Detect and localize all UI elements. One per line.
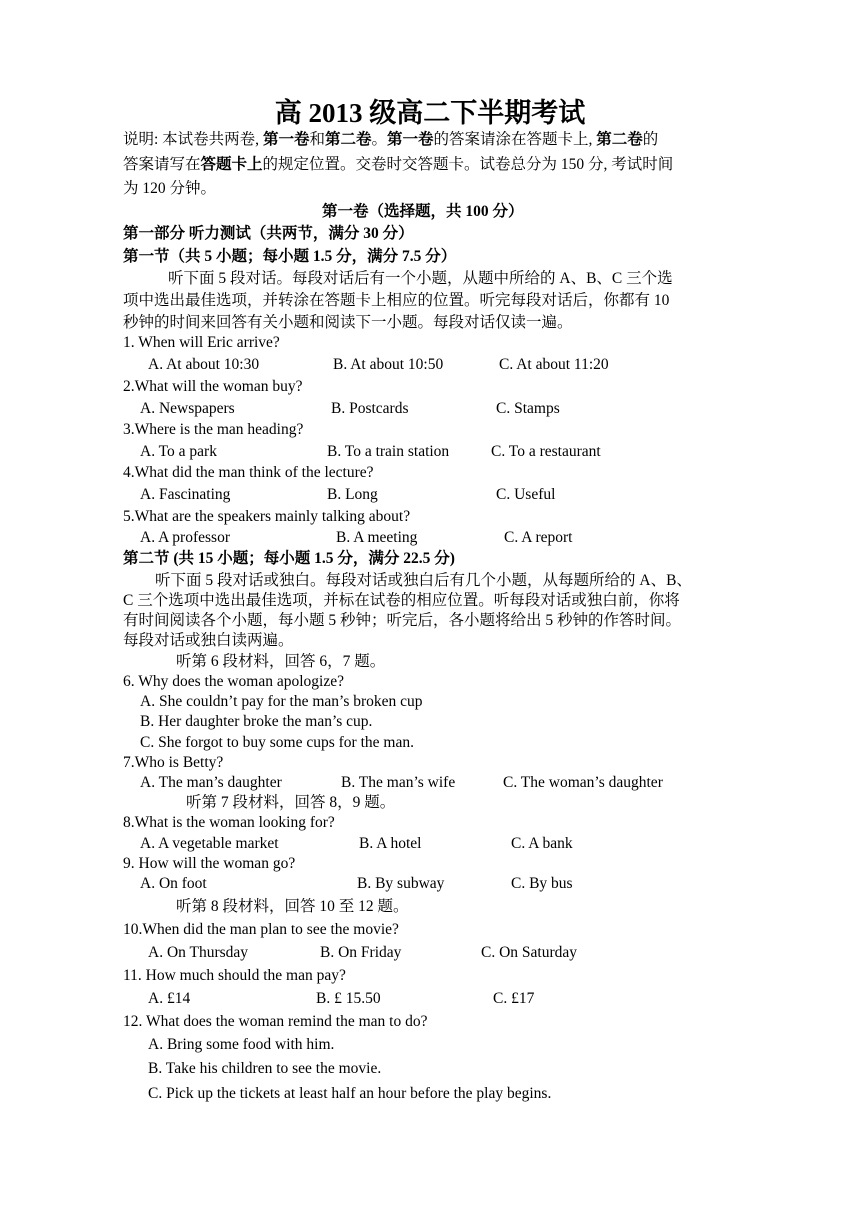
option-10b: B. On Friday — [320, 944, 402, 961]
material-7-note: 听第 7 段材料，回答 8，9 题。 — [186, 794, 396, 811]
question-11: 11. How much should the man pay? — [123, 967, 346, 984]
question-5: 5.What are the speakers mainly talking about? — [123, 508, 411, 525]
volume1-heading: 第一卷（选择题，共 100 分） — [322, 203, 524, 220]
option-3c: C. To a restaurant — [491, 443, 601, 460]
intro-line-3: 为 120 分钟。 — [123, 180, 217, 197]
option-4b: B. Long — [327, 486, 378, 503]
option-11a: A. £14 — [148, 990, 191, 1007]
intro-line-2: 答案请写在答题卡上的规定位置。交卷时交答题卡。试卷总分为 150 分, 考试时间 — [123, 156, 674, 173]
question-12: 12. What does the woman remind the man to do? — [123, 1013, 428, 1030]
question-10: 10.When did the man plan to see the movie? — [123, 921, 399, 938]
question-1: 1. When will Eric arrive? — [123, 334, 280, 351]
part1-heading: 第一部分 听力测试（共两节，满分 30 分） — [123, 225, 414, 242]
option-2a: A. Newspapers — [140, 400, 235, 417]
option-8c: C. A bank — [511, 835, 573, 852]
section2-instruction-3: 有时间阅读各个小题，每小题 5 秒钟；听完后，各小题将给出 5 秒钟的作答时间。 — [123, 612, 682, 629]
section2-instruction-4: 每段对话或独白读两遍。 — [123, 632, 294, 649]
option-3b: B. To a train station — [327, 443, 450, 460]
option-5a: A. A professor — [140, 529, 230, 546]
option-12a: A. Bring some food with him. — [148, 1036, 335, 1053]
section2-heading: 第二节 (共 15 小题；每小题 1.5 分，满分 22.5 分) — [123, 550, 455, 567]
option-8a: A. A vegetable market — [140, 835, 279, 852]
page-title: 高 2013 级高二下半期考试 — [274, 98, 586, 128]
option-11c: C. £17 — [493, 990, 535, 1007]
option-7c: C. The woman’s daughter — [503, 774, 663, 791]
section1-instruction-3: 秒钟的时间来回答有关小题和阅读下一小题。每段对话仅读一遍。 — [123, 314, 573, 331]
option-5b: B. A meeting — [336, 529, 418, 546]
option-2b: B. Postcards — [331, 400, 409, 417]
material-8-note: 听第 8 段材料，回答 10 至 12 题。 — [176, 898, 409, 915]
section1-heading: 第一节（共 5 小题；每小题 1.5 分，满分 7.5 分） — [123, 248, 457, 265]
option-12b: B. Take his children to see the movie. — [148, 1060, 382, 1077]
question-9: 9. How will the woman go? — [123, 855, 296, 872]
option-9c: C. By bus — [511, 875, 573, 892]
section2-instruction-1: 听下面 5 段对话或独白。每段对话或独白后有几个小题，从每题所给的 A、B、 — [155, 572, 692, 589]
question-6: 6. Why does the woman apologize? — [123, 673, 344, 690]
question-7: 7.Who is Betty? — [123, 754, 224, 771]
option-2c: C. Stamps — [496, 400, 560, 417]
option-12c: C. Pick up the tickets at least half an hour before the play begins. — [148, 1085, 552, 1102]
option-10a: A. On Thursday — [148, 944, 249, 961]
option-6a: A. She couldn’t pay for the man’s broken cup — [140, 693, 423, 710]
option-7a: A. The man’s daughter — [140, 774, 282, 791]
option-10c: C. On Saturday — [481, 944, 578, 961]
option-9b: B. By subway — [357, 875, 445, 892]
option-6b: B. Her daughter broke the man’s cup. — [140, 713, 373, 730]
question-3: 3.Where is the man heading? — [123, 421, 304, 438]
option-3a: A. To a park — [140, 443, 217, 460]
option-8b: B. A hotel — [359, 835, 422, 852]
section1-instruction-1: 听下面 5 段对话。每段对话后有一个小题，从题中所给的 A、B、C 三个选 — [168, 270, 673, 287]
option-4c: C. Useful — [496, 486, 556, 503]
option-1a: A. At about 10:30 — [148, 356, 260, 373]
material-6-note: 听第 6 段材料，回答 6，7 题。 — [176, 653, 386, 670]
question-2: 2.What will the woman buy? — [123, 378, 303, 395]
question-8: 8.What is the woman looking for? — [123, 814, 335, 831]
option-7b: B. The man’s wife — [341, 774, 456, 791]
question-4: 4.What did the man think of the lecture? — [123, 464, 374, 481]
section1-instruction-2: 项中选出最佳选项，并转涂在答题卡上相应的位置。听完每段对话后，你都有 10 — [123, 292, 670, 309]
option-5c: C. A report — [504, 529, 573, 546]
option-1c: C. At about 11:20 — [499, 356, 609, 373]
intro-line-1: 说明: 本试卷共两卷, 第一卷和第二卷。第一卷的答案请涂在答题卡上, 第二卷的 — [123, 131, 659, 148]
option-6c: C. She forgot to buy some cups for the man. — [140, 734, 414, 751]
option-11b: B. £ 15.50 — [316, 990, 381, 1007]
section2-instruction-2: C 三个选项中选出最佳选项，并标在试卷的相应位置。听每段对话或独白前，你将 — [123, 592, 680, 609]
option-9a: A. On foot — [140, 875, 207, 892]
option-4a: A. Fascinating — [140, 486, 231, 503]
option-1b: B. At about 10:50 — [333, 356, 444, 373]
